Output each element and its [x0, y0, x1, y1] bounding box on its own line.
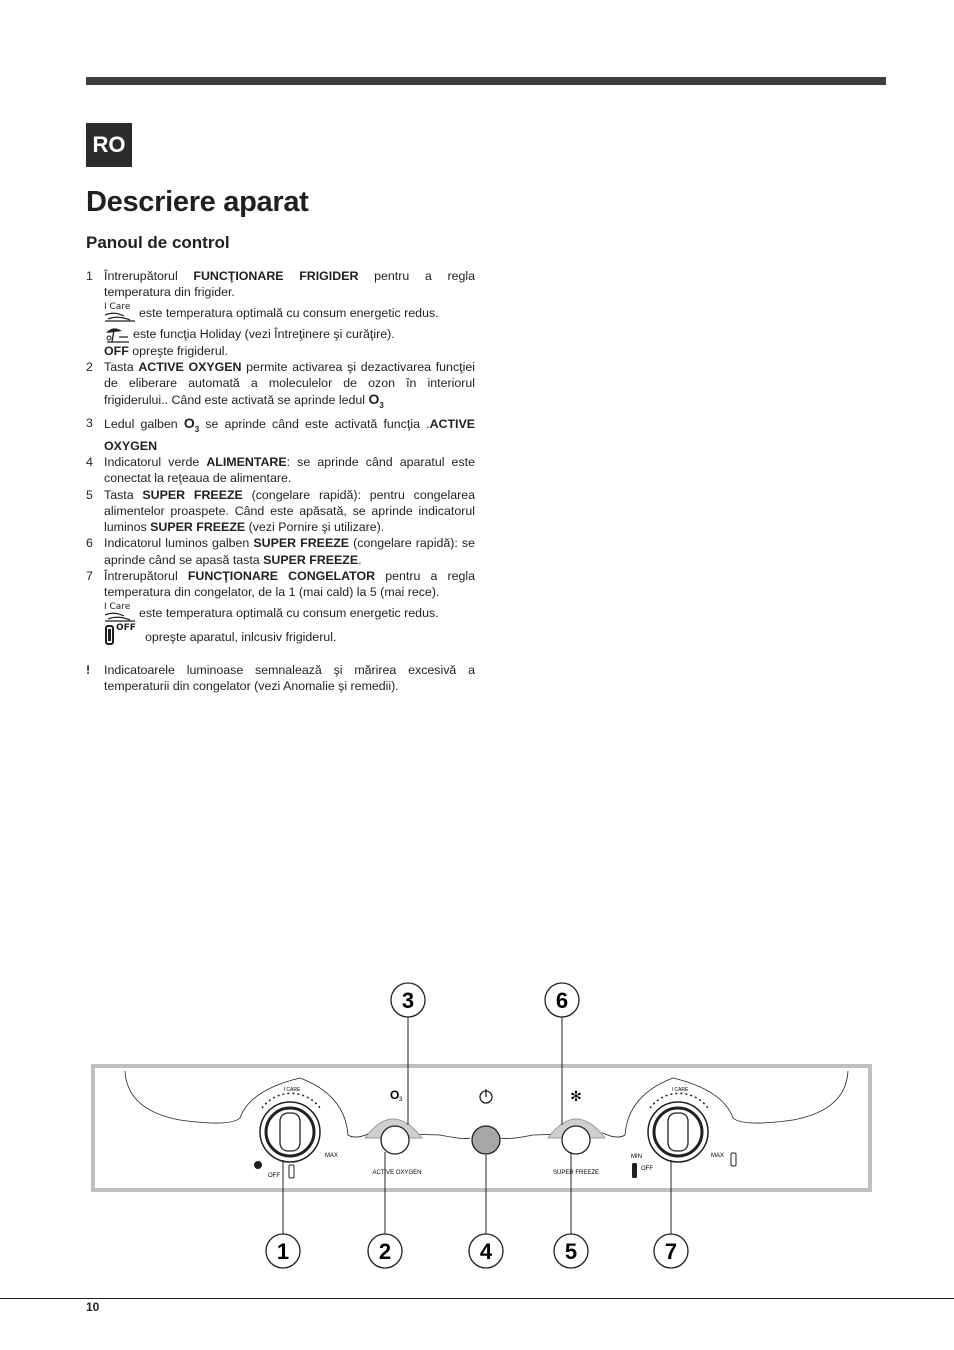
icare-label: I CARE: [283, 1087, 301, 1093]
icare-icon: I Care: [104, 603, 136, 622]
o3-icon: O: [390, 1088, 400, 1102]
list-item-2: 2 Tasta ACTIVE OXYGEN permite activarea şi dezactivarea funcţiei de eliberare automată a moleculelor de ozon în interiorul frigiderului.. Când este activată se aprinde ledul $O_3$: [86, 359, 475, 411]
svg-text:3: 3: [399, 1097, 403, 1103]
active-oxygen-button[interactable]: [381, 1126, 409, 1154]
holiday-icon: [254, 1161, 262, 1169]
o3-icon: $O_3$: [183, 414, 200, 434]
page-number: 10: [86, 1300, 100, 1314]
svg-text:7: 7: [664, 1239, 678, 1264]
list-item-3: 3 Ledul galben $O_3$ se aprinde când este activată funcţia .ACTIVE OXYGEN: [86, 414, 475, 453]
holiday-icon: [104, 325, 130, 343]
list-item-5: 5 Tasta SUPER FREEZE (congelare rapidă): pentru congelarea alimentelor proaspete. Când este apăsată, se aprinde indicatorul luminos SUPER FREEZE (vezi Pornire şi utilizare).: [86, 487, 475, 535]
min-label: MIN: [631, 1154, 642, 1160]
bottom-rule: [0, 1298, 954, 1299]
svg-text:2: 2: [378, 1239, 392, 1264]
svg-text:I CARE: I CARE: [671, 1087, 689, 1093]
note: ! Indicatoarele luminoase semnalează şi mărirea excesivă a temperaturii din congelator (vezi Anomalie şi remedii).: [86, 662, 475, 693]
section-title: Panoul de control: [86, 233, 230, 252]
svg-text:4: 4: [479, 1239, 493, 1264]
control-panel-diagram: [0, 970, 954, 1290]
super-freeze-label: SUPER FREEZE: [552, 1170, 600, 1176]
language-badge: RO: [86, 123, 132, 167]
svg-text:1: 1: [276, 1239, 290, 1264]
off-label: OFF: [268, 1173, 280, 1179]
icare-icon: I Care: [104, 303, 136, 322]
top-rule: [86, 77, 886, 85]
super-freeze-button[interactable]: [562, 1126, 590, 1154]
list-item-6: 6 Indicatorul luminos galben SUPER FREEZE (congelare rapidă): se aprinde când se apasă tasta SUPER FREEZE.: [86, 536, 475, 567]
svg-text:5: 5: [564, 1239, 578, 1264]
snowflake-icon: ✻: [570, 1089, 582, 1105]
svg-text:6: 6: [555, 988, 569, 1013]
power-indicator-led: [472, 1126, 500, 1154]
svg-text:MAX: MAX: [711, 1153, 725, 1159]
list-item-7: 7 Întrerupătorul FUNCŢIONARE CONGELATOR pentru a regla temperatura din congelator, de la 1 (mai cald) la 5 (mai rece). I Care este temperatura optimală cu consum energetic redus. OFF opreşte aparatul, inlcusiv frigiderul.: [86, 569, 476, 645]
list-item-1: 1 Întrerupătorul FUNCŢIONARE FRIGIDER pentru a regla temperatura din frigider. I Care este temperatura optimală cu consum energetic redus. este funcţia Holiday (vezi Întreţinere şi curăţire). OFF opreşte frigiderul.: [86, 269, 476, 358]
max-label: MAX: [325, 1153, 339, 1159]
off-icon: OFF: [104, 624, 136, 646]
page-title: Descriere aparat: [86, 186, 309, 218]
icare-line: I Care este temperatura optimală cu consum energetic redus.: [104, 601, 439, 621]
list-item-4: 4 Indicatorul verde ALIMENTARE: se aprinde când aparatul este conectat la reţeaua de alimentare.: [86, 454, 475, 486]
off-line: OFF opreşte aparatul, inlcusiv frigiderul.: [104, 624, 475, 646]
svg-text:OFF: OFF: [641, 1166, 653, 1172]
active-oxygen-label: ACTIVE OXYGEN: [372, 1170, 422, 1176]
o3-icon: $O_3$: [368, 391, 384, 411]
control-list: [86, 268, 475, 694]
icare-line: I Care este temperatura optimală cu consum energetic redus.: [104, 301, 439, 321]
svg-text:3: 3: [401, 988, 415, 1013]
holiday-line: este funcţia Holiday (vezi Întreţinere şi curăţire).: [104, 325, 475, 343]
